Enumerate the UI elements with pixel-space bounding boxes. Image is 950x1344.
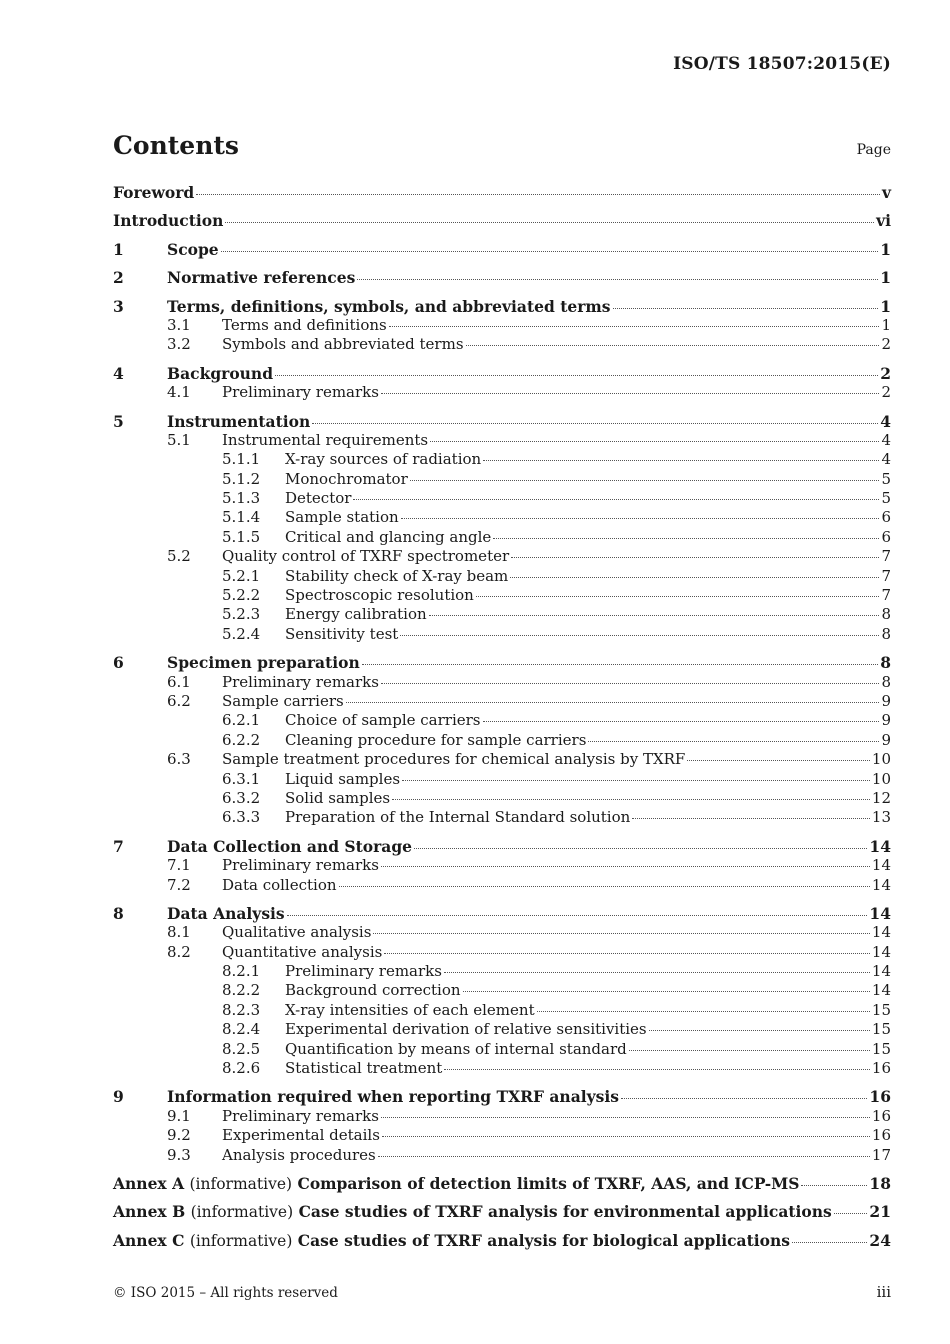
dot-leader [196, 194, 880, 195]
toc-entry-page: 2 [881, 383, 891, 402]
toc-entry-number: 6.3.3 [222, 808, 261, 827]
toc-entry-page: 8 [880, 653, 891, 673]
dot-leader [378, 1156, 870, 1157]
dot-leader [629, 1050, 870, 1051]
toc-entry-page: 15 [871, 1020, 891, 1039]
toc-entry-page: 18 [869, 1173, 891, 1193]
toc-entry[interactable] [113, 837, 891, 856]
toc-entry-title: Stability check of X-ray beam [285, 566, 509, 585]
document-id: ISO/TS 18507:2015(E) [673, 54, 891, 74]
dot-leader [225, 222, 874, 223]
toc-entry-title: Introduction [113, 211, 224, 231]
toc-entry-title: Background correction [285, 981, 461, 1000]
toc-entry-number: 3.2 [167, 335, 191, 354]
toc-entry-page: 2 [881, 335, 891, 354]
toc-entry-page: 5 [881, 469, 891, 488]
toc-entry-number: 6.2.1 [222, 711, 261, 730]
toc-entry-number: 5.1.2 [222, 469, 261, 488]
toc-entry-number: 9.2 [167, 1126, 191, 1145]
toc-entry-title: Quantification by means of internal standard [285, 1039, 627, 1058]
toc-entry-title: Data Collection and Storage [167, 836, 413, 856]
toc-entry-page: 8 [881, 624, 891, 643]
toc-entry-number: 2 [113, 268, 124, 288]
toc-entry[interactable] [113, 1146, 891, 1165]
toc-entry-title: Preliminary remarks [222, 383, 379, 402]
toc-entry-title: Instrumental requirements [222, 430, 429, 449]
dot-leader [389, 326, 880, 327]
toc-entry[interactable] [113, 364, 891, 383]
table-of-contents [113, 183, 891, 1250]
toc-entry[interactable] [113, 183, 891, 202]
toc-entry-page: vi [876, 211, 891, 231]
toc-entry-page: 14 [869, 903, 891, 923]
toc-entry-number: 5.2.2 [222, 586, 261, 605]
dot-leader [430, 441, 879, 442]
toc-entry[interactable] [113, 923, 891, 942]
toc-entry[interactable] [113, 383, 891, 402]
dot-leader [381, 683, 880, 684]
toc-entry-title: Preparation of the Internal Standard solution [285, 808, 631, 827]
toc-entry[interactable] [113, 1020, 891, 1039]
toc-entry[interactable] [113, 731, 891, 750]
toc-entry-number: 8.2.5 [222, 1039, 261, 1058]
dot-leader [275, 375, 878, 376]
toc-entry-page: 14 [871, 942, 891, 961]
toc-entry-page: 16 [871, 1059, 891, 1078]
toc-entry[interactable] [113, 962, 891, 981]
dot-leader [649, 1030, 870, 1031]
toc-entry-page: 6 [881, 527, 891, 546]
toc-annex-entry[interactable] [113, 1231, 891, 1250]
toc-entry-page: 9 [881, 691, 891, 710]
dot-leader [493, 538, 879, 539]
dot-leader [444, 972, 870, 973]
toc-entry-page: 6 [881, 508, 891, 527]
dot-leader [384, 953, 870, 954]
toc-entry-number: 8.2.1 [222, 962, 261, 981]
toc-entry[interactable] [113, 412, 891, 431]
annex-label: Annex B [113, 1202, 186, 1222]
dot-leader [339, 886, 870, 887]
page-column-label: Page [856, 142, 891, 158]
toc-entry-title: Solid samples [285, 788, 391, 807]
toc-entry[interactable] [113, 750, 891, 769]
dot-leader [476, 596, 880, 597]
dot-leader [483, 721, 880, 722]
toc-entry-title: Data Analysis [167, 903, 285, 923]
dot-leader [588, 741, 879, 742]
toc-entry-title: Foreword [113, 183, 195, 202]
toc-entry-title: Quantitative analysis [222, 942, 383, 961]
toc-entry-title: Preliminary remarks [222, 1106, 379, 1125]
toc-entry[interactable] [113, 856, 891, 875]
dot-leader [382, 1136, 870, 1137]
toc-entry-title: Statistical treatment [285, 1059, 443, 1078]
copyright-notice: © ISO 2015 – All rights reserved [113, 1285, 338, 1301]
toc-entry-title: Instrumentation [167, 411, 311, 431]
dot-leader [287, 915, 868, 916]
toc-entry-page: 1 [880, 239, 891, 259]
toc-entry-page: 14 [871, 923, 891, 942]
toc-entry-page: 16 [869, 1087, 891, 1107]
toc-entry[interactable] [113, 335, 891, 354]
toc-entry-title: Data collection [222, 875, 337, 894]
dot-leader [400, 635, 879, 636]
toc-entry-number: 6.3.2 [222, 788, 261, 807]
dot-leader [463, 991, 870, 992]
toc-entry-number: 9 [113, 1087, 124, 1107]
toc-entry-page: 15 [871, 1039, 891, 1058]
toc-entry-number: 4.1 [167, 383, 191, 402]
toc-entry-title: Cleaning procedure for sample carriers [285, 730, 587, 749]
toc-entry-page: 4 [881, 430, 891, 449]
toc-entry-number: 5.1.1 [222, 450, 261, 469]
toc-entry-title: Terms and definitions [222, 315, 387, 334]
toc-entry-number: 7.1 [167, 856, 191, 875]
toc-entry[interactable] [113, 450, 891, 469]
toc-entry-page: 2 [880, 363, 891, 383]
page-number: iii [876, 1283, 891, 1301]
toc-entry-page: 24 [869, 1230, 891, 1250]
toc-entry-title: Spectroscopic resolution [285, 586, 474, 605]
toc-entry-number: 9.1 [167, 1106, 191, 1125]
dot-leader [632, 818, 870, 819]
toc-entry-title: Information required when reporting TXRF analysis [167, 1087, 619, 1107]
toc-entry-title: Experimental derivation of relative sensitivities [285, 1020, 647, 1039]
toc-entry-number: 9.3 [167, 1145, 191, 1164]
toc-entry-page: 7 [881, 566, 891, 585]
dot-leader [834, 1213, 868, 1214]
dot-leader [621, 1098, 867, 1099]
toc-entry[interactable] [113, 808, 891, 827]
toc-entry-number: 5.2.3 [222, 605, 261, 624]
dot-leader [381, 1117, 870, 1118]
toc-entry[interactable] [113, 586, 891, 605]
toc-entry[interactable] [113, 625, 891, 644]
toc-entry-number: 6.2 [167, 691, 191, 710]
toc-entry-title: Choice of sample carriers [285, 711, 481, 730]
toc-entry-page: 14 [871, 962, 891, 981]
toc-entry-page: 14 [871, 981, 891, 1000]
toc-entry-title: X-ray intensities of each element [285, 1000, 535, 1019]
toc-entry-title: Detector [285, 489, 352, 508]
toc-entry-page: 7 [881, 547, 891, 566]
dot-leader [346, 702, 880, 703]
toc-entry-page: 4 [880, 411, 891, 431]
toc-entry-title: X-ray sources of radiation [285, 450, 482, 469]
toc-entry-page: 1 [881, 315, 891, 334]
toc-entry[interactable] [113, 508, 891, 527]
toc-entry-page: 14 [871, 875, 891, 894]
toc-entry[interactable] [113, 431, 891, 450]
dot-leader [510, 577, 879, 578]
toc-entry-page: 10 [871, 750, 891, 769]
toc-entry[interactable] [113, 1087, 891, 1106]
toc-entry-page: 8 [881, 605, 891, 624]
toc-entry-title: Experimental details [222, 1126, 380, 1145]
toc-entry[interactable] [113, 567, 891, 586]
toc-entry-title: Sample carriers [222, 691, 344, 710]
toc-entry-title: Normative references [167, 268, 356, 288]
annex-title: Case studies of TXRF analysis for environmental applications [298, 1202, 832, 1222]
toc-entry-title: Monochromator [285, 469, 408, 488]
annex-kind: (informative) [189, 1174, 293, 1193]
toc-entry-number: 5.2 [167, 547, 191, 566]
toc-entry-number: 6.1 [167, 672, 191, 691]
toc-entry-title: Analysis procedures [222, 1145, 376, 1164]
toc-entry-page: 9 [881, 730, 891, 749]
toc-entry-title: Qualitative analysis [222, 923, 372, 942]
dot-leader [429, 615, 880, 616]
toc-entry-number: 8.2 [167, 942, 191, 961]
dot-leader [613, 308, 879, 309]
toc-entry-number: 7.2 [167, 875, 191, 894]
toc-entry-page: 12 [871, 788, 891, 807]
dot-leader [381, 393, 880, 394]
toc-entry[interactable] [113, 1107, 891, 1126]
toc-entry-page: 1 [880, 268, 891, 288]
toc-entry-number: 8.2.6 [222, 1059, 261, 1078]
dot-leader [357, 279, 878, 280]
toc-entry[interactable] [113, 673, 891, 692]
toc-entry-number: 6.3.1 [222, 769, 261, 788]
dot-leader [353, 499, 879, 500]
toc-entry[interactable] [113, 547, 891, 566]
toc-annex-entry[interactable] [113, 1174, 891, 1193]
toc-entry-number: 3 [113, 296, 124, 316]
toc-entry-page: 15 [871, 1000, 891, 1019]
contents-heading: Contents [113, 131, 240, 160]
toc-entry-number: 6.3 [167, 750, 191, 769]
toc-entry-page: 14 [871, 856, 891, 875]
toc-entry[interactable] [113, 470, 891, 489]
dot-leader [381, 866, 870, 867]
annex-title: Comparison of detection limits of TXRF, AAS, and ICP-MS [297, 1173, 800, 1193]
toc-entry-title: Sample station [285, 508, 399, 527]
dot-leader [401, 518, 880, 519]
annex-label: Annex A [113, 1173, 185, 1193]
toc-entry-page: 7 [881, 586, 891, 605]
toc-entry[interactable] [113, 692, 891, 711]
dot-leader [466, 345, 880, 346]
annex-title: Case studies of TXRF analysis for biological applications [297, 1230, 790, 1250]
toc-entry-title: Sample treatment procedures for chemical analysis by TXRF [222, 750, 686, 769]
toc-entry-number: 4 [113, 363, 124, 383]
dot-leader [362, 664, 878, 665]
toc-entry[interactable] [113, 1126, 891, 1145]
dot-leader [373, 933, 869, 934]
dot-leader [687, 760, 870, 761]
dot-leader [792, 1242, 867, 1243]
toc-entry[interactable] [113, 1059, 891, 1078]
toc-entry-number: 1 [113, 239, 124, 259]
toc-entry[interactable] [113, 789, 891, 808]
toc-entry-number: 8 [113, 903, 124, 923]
toc-entry-title: Sensitivity test [285, 624, 399, 643]
toc-entry-number: 5.1.3 [222, 489, 261, 508]
dot-leader [410, 480, 880, 481]
toc-entry-page: 10 [871, 769, 891, 788]
toc-entry-number: 6 [113, 653, 124, 673]
toc-entry-title: Energy calibration [285, 605, 427, 624]
toc-entry-page: 17 [871, 1145, 891, 1164]
toc-entry[interactable] [113, 943, 891, 962]
toc-entry-title: Specimen preparation [167, 653, 360, 673]
toc-entry[interactable] [113, 876, 891, 895]
toc-entry-number: 7 [113, 836, 124, 856]
toc-entry-number: 5.2.4 [222, 624, 261, 643]
toc-entry-title: Critical and glancing angle [285, 527, 492, 546]
toc-entry-page: 9 [881, 711, 891, 730]
toc-entry-title: Symbols and abbreviated terms [222, 335, 464, 354]
toc-entry-page: 16 [871, 1126, 891, 1145]
dot-leader [801, 1185, 867, 1186]
toc-entry[interactable] [113, 268, 891, 287]
toc-entry[interactable] [113, 240, 891, 259]
toc-entry-number: 6.2.2 [222, 730, 261, 749]
toc-entry[interactable] [113, 653, 891, 672]
toc-entry-title: Liquid samples [285, 769, 401, 788]
toc-entry[interactable] [113, 981, 891, 1000]
annex-label: Annex C [113, 1230, 185, 1250]
toc-entry-number: 5.1 [167, 430, 191, 449]
toc-entry[interactable] [113, 1040, 891, 1059]
toc-entry-page: 4 [881, 450, 891, 469]
toc-entry-page: 21 [869, 1202, 891, 1222]
toc-entry-page: 1 [880, 296, 891, 316]
toc-entry[interactable] [113, 489, 891, 508]
dot-leader [537, 1011, 870, 1012]
toc-entry-page: 14 [869, 836, 891, 856]
toc-entry-page: 16 [871, 1106, 891, 1125]
toc-entry-number: 8.2.3 [222, 1000, 261, 1019]
toc-entry-number: 8.2.4 [222, 1020, 261, 1039]
toc-entry-title: Background [167, 363, 274, 383]
dot-leader [392, 799, 870, 800]
toc-annex-entry[interactable] [113, 1202, 891, 1221]
toc-entry-title: Terms, definitions, symbols, and abbreviated terms [167, 296, 611, 316]
dot-leader [312, 423, 878, 424]
toc-entry-page: 5 [881, 489, 891, 508]
dot-leader [444, 1069, 870, 1070]
toc-entry[interactable] [113, 1001, 891, 1020]
toc-entry-title: Preliminary remarks [222, 856, 379, 875]
toc-entry-number: 5 [113, 411, 124, 431]
dot-leader [402, 780, 870, 781]
toc-entry-title: Preliminary remarks [285, 962, 442, 981]
toc-entry-page: 8 [881, 672, 891, 691]
toc-entry-number: 5.1.5 [222, 527, 261, 546]
toc-entry-number: 5.1.4 [222, 508, 261, 527]
annex-kind: (informative) [189, 1231, 293, 1250]
dot-leader [414, 848, 867, 849]
toc-entry[interactable] [113, 211, 891, 230]
toc-entry-number: 8.1 [167, 923, 191, 942]
toc-entry[interactable] [113, 528, 891, 547]
toc-entry-title: Scope [167, 239, 219, 259]
toc-entry-page: v [881, 183, 891, 202]
dot-leader [483, 460, 879, 461]
dot-leader [221, 251, 879, 252]
toc-entry-number: 5.2.1 [222, 566, 261, 585]
toc-entry[interactable] [113, 711, 891, 730]
toc-entry-title: Quality control of TXRF spectrometer [222, 547, 510, 566]
annex-kind: (informative) [190, 1203, 294, 1222]
toc-entry-title: Preliminary remarks [222, 672, 379, 691]
toc-entry-number: 8.2.2 [222, 981, 261, 1000]
dot-leader [511, 557, 879, 558]
toc-entry[interactable] [113, 297, 891, 316]
toc-entry[interactable] [113, 316, 891, 335]
toc-entry-number: 3.1 [167, 315, 191, 334]
toc-entry[interactable] [113, 904, 891, 923]
toc-entry-page: 13 [871, 808, 891, 827]
toc-entry[interactable] [113, 770, 891, 789]
toc-entry[interactable] [113, 605, 891, 624]
